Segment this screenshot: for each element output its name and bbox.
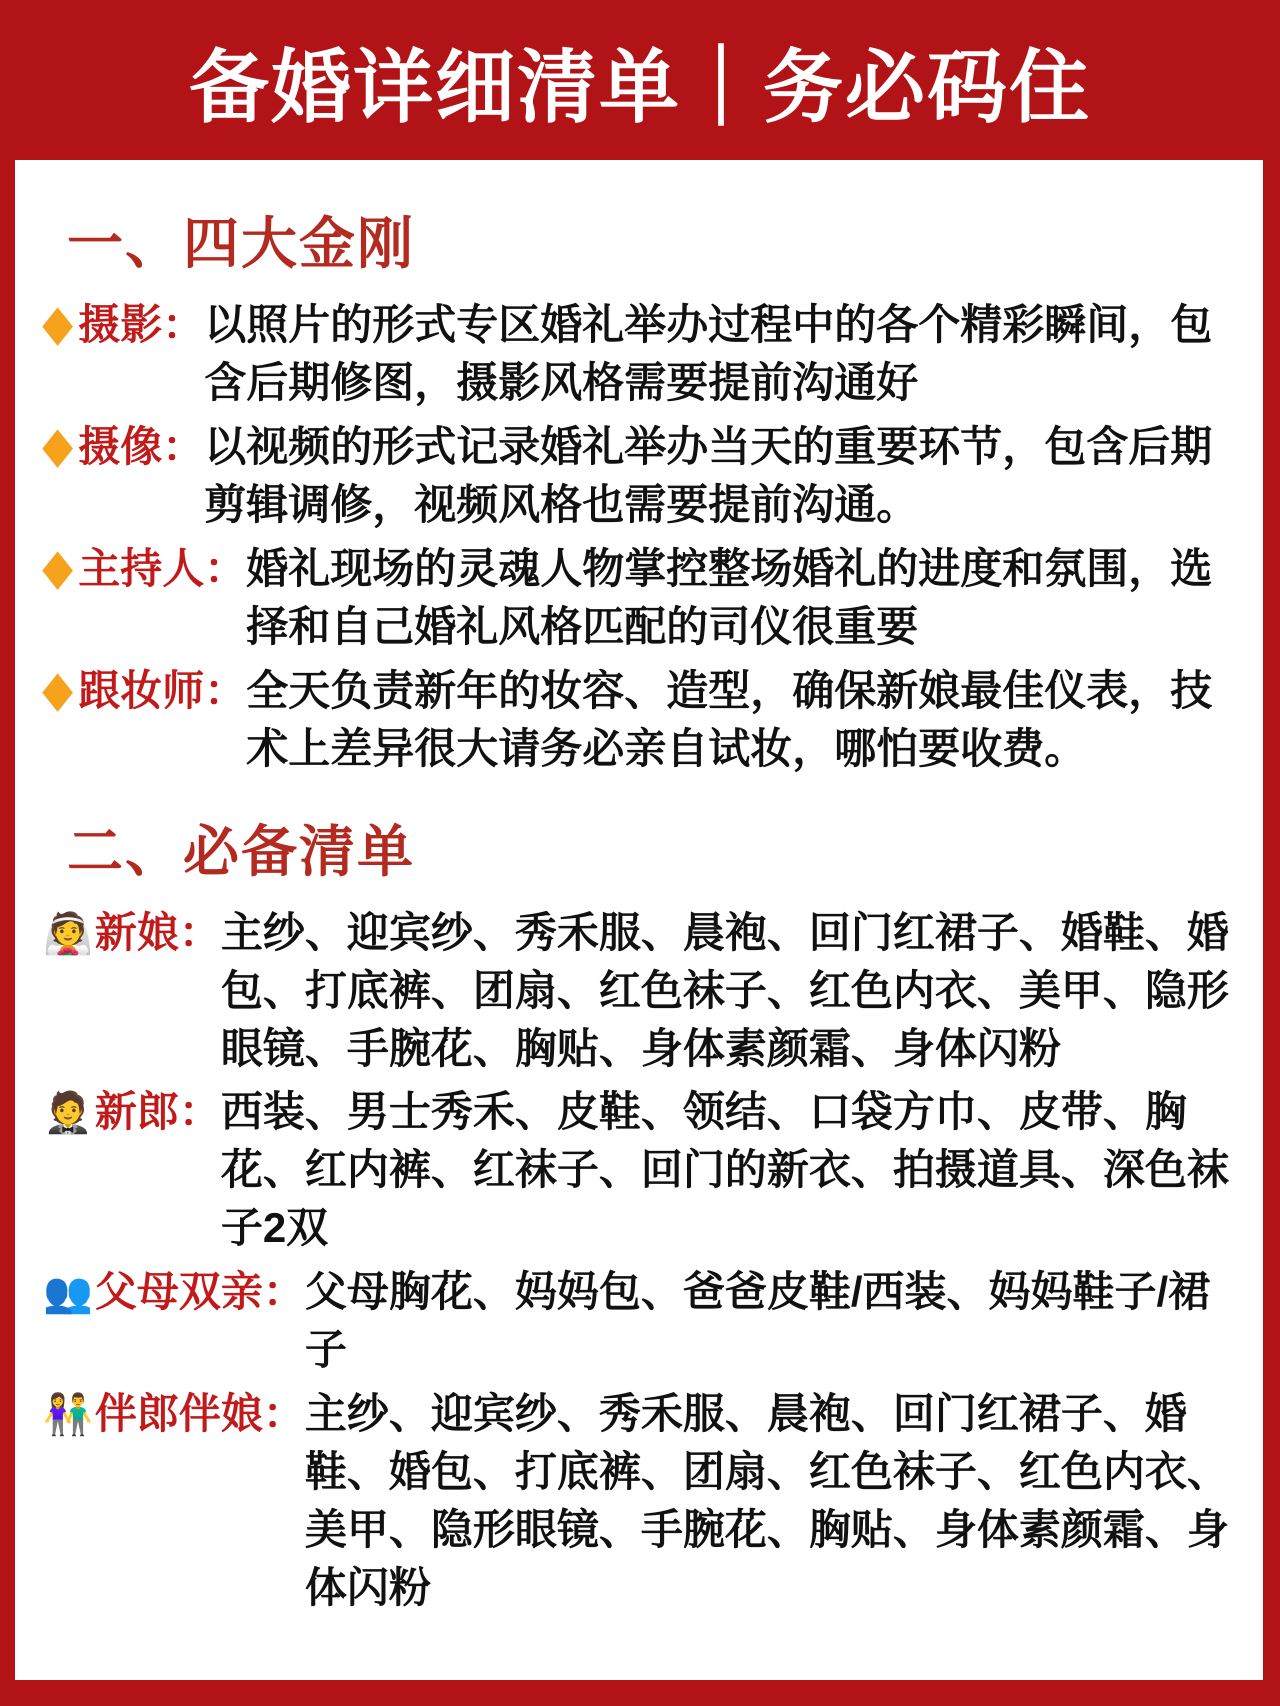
item-label-text: 父母双亲： xyxy=(94,1268,305,1316)
item-label: 主持人： xyxy=(78,544,247,592)
diamond-bullet-icon: ◆ xyxy=(43,541,73,594)
diamond-bullet-icon: ◆ xyxy=(43,297,73,351)
item-label-text: 新娘： xyxy=(94,908,221,956)
item-label-text: 新郎： xyxy=(94,1088,221,1136)
section-heading-checklist: 二、必备清单 xyxy=(67,819,415,883)
content-panel xyxy=(15,160,1263,1680)
couple-emoji-icon: 👫 xyxy=(43,1393,93,1438)
page-title: 备婚详细清单｜务必码住 xyxy=(189,42,1091,132)
section-four-vendors xyxy=(43,200,1245,778)
item-label-text: 伴郎伴娘： xyxy=(94,1390,305,1438)
parents-emoji-icon: 👥 xyxy=(43,1271,93,1316)
item-desc: 主纱、迎宾纱、秀禾服、晨袍、回门红裙子、婚鞋、婚包、打底裤、团扇、红色袜子、红色内衣、美甲、隐形眼镜、手腕花、胸贴、身体素颜霜、身体闪粉 xyxy=(304,1390,1229,1612)
item-label xyxy=(43,1385,305,1443)
item-desc: 以视频的形式记录婚礼举办当天的重要环节，包含后期剪辑调修，视频风格也需要提前沟通。 xyxy=(204,422,1213,528)
item-desc: 全天负责新年的妆容、造型，确保新娘最佳仪表，技术上差异很大请务必亲自试妆，哪怕要收费。 xyxy=(246,666,1213,772)
item-label xyxy=(43,1263,305,1321)
list-item-bride xyxy=(43,904,1245,1078)
item-label: 摄影： xyxy=(78,301,205,348)
list-item-videography xyxy=(43,418,1245,534)
list-item-makeup-artist xyxy=(43,662,1245,778)
list-item-groom xyxy=(43,1083,1245,1257)
item-desc: 主纱、迎宾纱、秀禾服、晨袍、回门红裙子、婚鞋、婚包、打底裤、团扇、红色袜子、红色内衣、美甲、隐形眼镜、手腕花、胸贴、身体素颜霜、身体闪粉 xyxy=(220,908,1229,1072)
item-desc: 父母胸花、妈妈包、爸爸皮鞋/西装、妈妈鞋子/裙子 xyxy=(304,1268,1211,1374)
item-label: 跟妆师： xyxy=(78,666,247,714)
item-label xyxy=(43,1083,221,1141)
diamond-bullet-icon: ◆ xyxy=(43,419,73,473)
item-label: 摄像： xyxy=(78,422,205,470)
header-band xyxy=(0,0,1280,160)
section-checklist xyxy=(43,808,1245,1617)
item-desc: 以照片的形式专区婚礼举办过程中的各个精彩瞬间，包含后期修图，摄影风格需要提前沟通好 xyxy=(204,301,1213,406)
item-desc: 西装、男士秀禾、皮鞋、领结、口袋方巾、皮带、胸花、红内裤、红袜子、回门的新衣、拍摄道具、深色袜子2双 xyxy=(220,1088,1229,1252)
section-heading-four-vendors: 一、四大金刚 xyxy=(67,212,415,275)
list-item-photography xyxy=(43,296,1245,412)
groom-emoji-icon: 🤵 xyxy=(43,1091,93,1136)
diamond-bullet-icon: ◆ xyxy=(43,663,73,716)
list-item-parents xyxy=(43,1263,1245,1379)
item-label xyxy=(43,904,221,962)
bride-emoji-icon: 👰 xyxy=(43,911,93,956)
list-item-host xyxy=(43,540,1245,656)
item-desc: 婚礼现场的灵魂人物掌控整场婚礼的进度和氛围，选择和自己婚礼风格匹配的司仪很重要 xyxy=(246,544,1213,650)
list-item-groomsmen-bridesmaids xyxy=(43,1385,1245,1617)
